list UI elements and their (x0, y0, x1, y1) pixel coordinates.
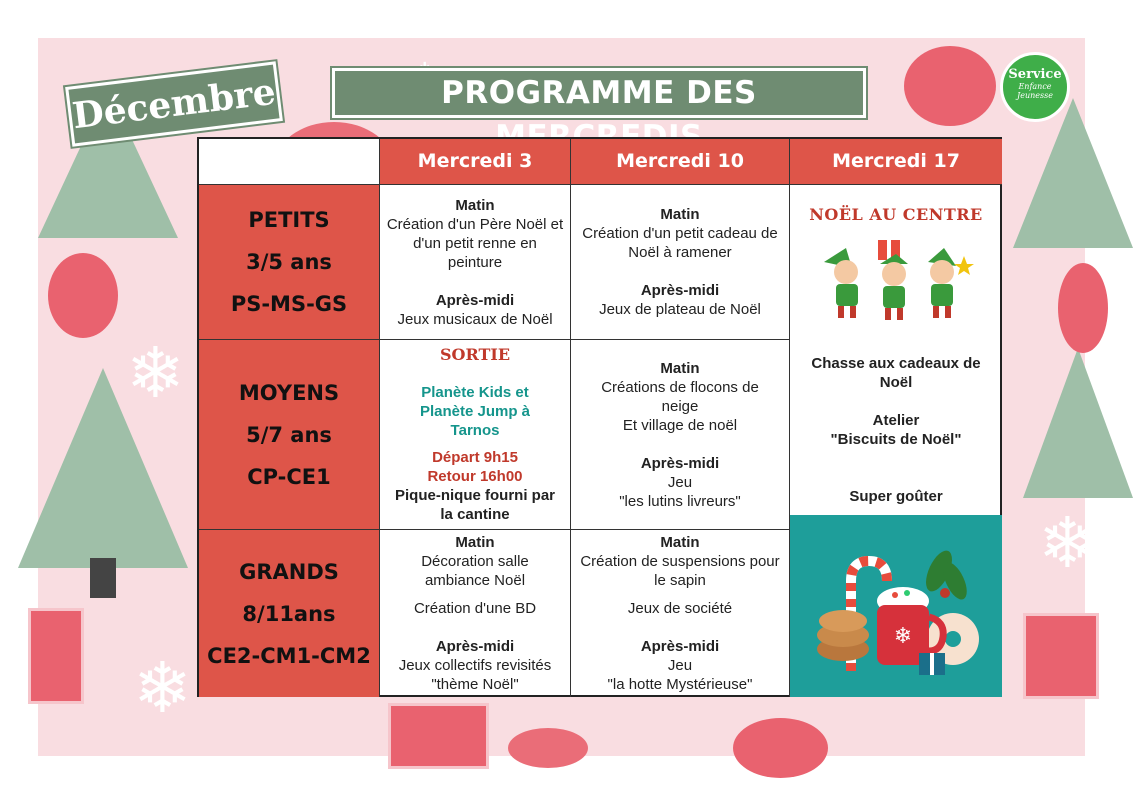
month-badge: Décembre (65, 61, 283, 146)
schedule-table (197, 137, 1002, 697)
snowflake-icon: ❄ (133, 647, 192, 729)
group-levels: PS-MS-GS (230, 292, 348, 316)
service-logo (1000, 52, 1070, 122)
group-age: 3/5 ans (246, 250, 332, 274)
noel-activity: Atelier (872, 412, 920, 429)
morning-label: Matin (660, 206, 700, 223)
column-header: Mercredi 3 (380, 139, 571, 185)
noel-title: NOËL AU CENTRE (809, 205, 983, 224)
snowflake-icon: ❄ (1038, 502, 1097, 584)
afternoon-label: Après-midi (640, 454, 720, 472)
noel-activity: Super goûter (849, 488, 943, 505)
morning-activity: Décoration salle ambiance Noël (421, 553, 529, 589)
extra-activity: Création d'une BD (413, 600, 537, 617)
group-name: GRANDS (239, 559, 339, 584)
tree-decoration (1023, 348, 1133, 498)
holly-icon (921, 547, 972, 603)
svg-text:❄: ❄ (893, 624, 913, 649)
activity-cell-noel (790, 185, 1002, 515)
morning-activity: Et village de noël (622, 416, 738, 434)
table-corner (199, 139, 380, 185)
morning-label: Matin (455, 534, 495, 551)
afternoon-activity: Jeu (667, 473, 693, 491)
group-name: MOYENS (238, 380, 340, 405)
afternoon-activity: Jeux musicaux de Noël (397, 310, 553, 328)
morning-label: Matin (455, 196, 495, 214)
afternoon-activity: Jeux collectifs revisités (398, 657, 552, 674)
group-levels: CE2-CM1-CM2 (207, 643, 371, 668)
elf-icon (824, 248, 858, 318)
ornament-decoration (508, 728, 588, 768)
afternoon-label: Après-midi (435, 291, 515, 309)
elf-icon (878, 240, 908, 320)
column-header: Mercredi 10 (571, 139, 790, 185)
morning-activity: Création d'un petit cadeau de Noël à ramener (582, 225, 778, 261)
logo-line-1: Service (1008, 67, 1062, 82)
page-title: PROGRAMME DES (332, 68, 866, 118)
activity-cell (380, 185, 571, 340)
afternoon-activity: Jeu (667, 657, 693, 674)
afternoon-activity: "les lutins livreurs" (619, 492, 741, 510)
snowflake-icon: ❄ (126, 332, 185, 414)
group-age: 8/11ans (242, 601, 336, 626)
cookies-icon (817, 610, 869, 661)
activity-cell (571, 185, 790, 340)
morning-activity: Création d'un Père Noël et d'un petit renne en peinture (386, 215, 564, 271)
noel-activity: Chasse aux cadeaux de Noël (811, 355, 981, 391)
gift-decoration (1023, 613, 1099, 699)
elf-icon (928, 248, 974, 318)
activity-cell (380, 530, 571, 697)
goûter-illustration-cell (790, 515, 1002, 697)
afternoon-label: Après-midi (435, 638, 515, 655)
elves-illustration (816, 234, 976, 324)
extra-activity: Jeux de société (627, 600, 733, 617)
group-levels: CP-CE1 (247, 464, 331, 489)
hot-chocolate-illustration (811, 531, 981, 681)
morning-label: Matin (660, 359, 700, 377)
logo-line-3: Jeunesse (1017, 91, 1053, 100)
afternoon-activity: Jeux de plateau de Noël (599, 301, 761, 318)
afternoon-activity: "la hotte Mystérieuse" (607, 676, 753, 693)
gift-decoration (388, 703, 489, 769)
group-age: 5/7 ans (246, 422, 332, 447)
afternoon-activity: "thème Noël" (431, 676, 519, 693)
morning-activity: Créations de flocons de neige (601, 378, 759, 415)
ornament-decoration (904, 46, 996, 126)
ornament-decoration (733, 718, 828, 778)
morning-label: Matin (660, 534, 700, 551)
outing-place: Planète Kids et Planète Jump à Tarnos (419, 384, 531, 439)
group-header-grands (199, 530, 380, 697)
picnic-info: Pique-nique fourni par la cantine (395, 487, 555, 523)
bell-decoration (1058, 263, 1108, 353)
morning-activity: Création de suspensions pour le sapin (580, 553, 780, 589)
return-time: Retour 16h00 (427, 468, 523, 485)
poster (38, 38, 1097, 756)
afternoon-label: Après-midi (640, 282, 720, 299)
outing-label: SORTIE (439, 345, 511, 364)
gift-icon (919, 653, 945, 675)
group-header-moyens (199, 340, 380, 530)
activity-cell (380, 340, 571, 530)
afternoon-label: Après-midi (640, 638, 720, 655)
activity-cell (571, 340, 790, 530)
column-header: Mercredi 17 (790, 139, 1002, 185)
departure-time: Départ 9h15 (432, 449, 518, 466)
noel-activity: "Biscuits de Noël" (830, 431, 962, 448)
logo-line-2: Enfance (1018, 82, 1052, 91)
gift-decoration (28, 608, 84, 704)
tree-trunk-decoration (90, 558, 116, 598)
group-name: PETITS (248, 208, 330, 232)
activity-cell (571, 530, 790, 697)
group-header-petits (199, 185, 380, 340)
bell-decoration (48, 253, 118, 338)
